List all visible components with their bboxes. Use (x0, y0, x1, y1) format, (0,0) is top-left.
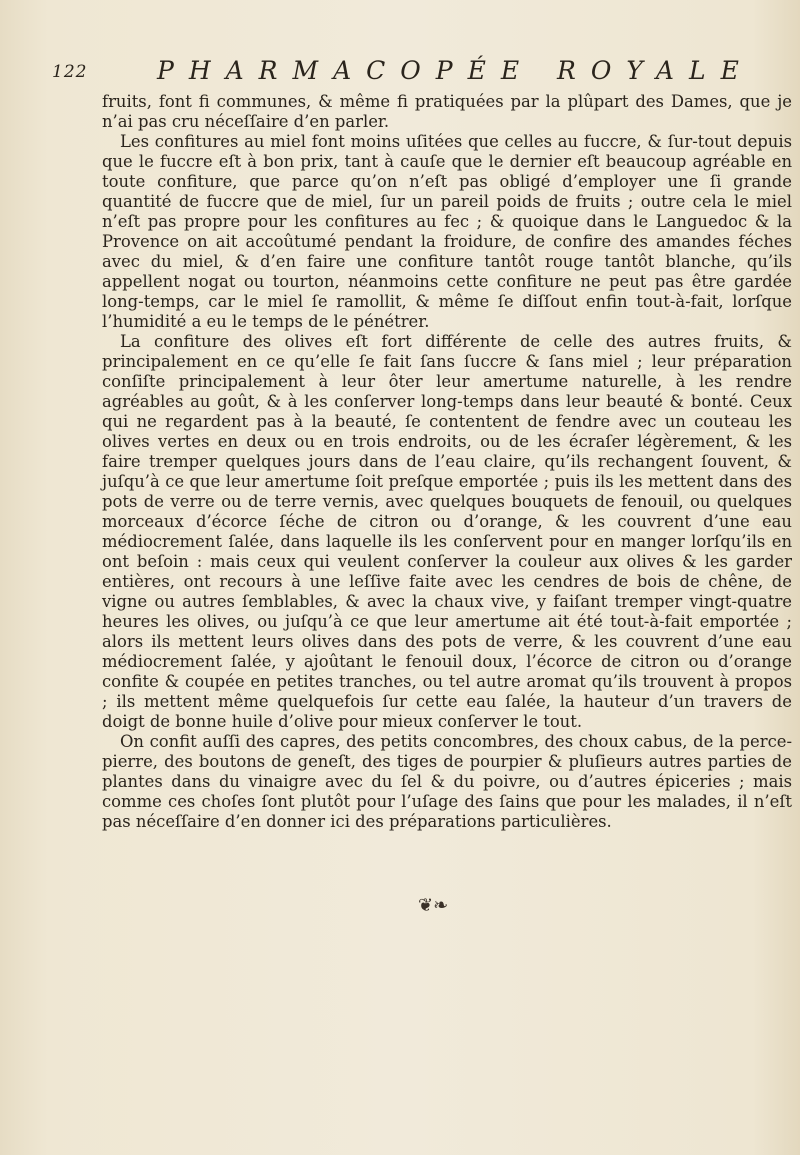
running-title: PHARMACOPÉE ROYALE (157, 56, 754, 85)
ornament-icon: ❦❧ (418, 895, 449, 916)
paragraph-1: fruits, font fi communes, & même fi pratiquées par la plûpart des Dames, que je n’ai pas cru néceſſaire d’en parler. (102, 92, 792, 131)
page-number: 122 (52, 62, 88, 82)
page-header (52, 56, 772, 86)
paragraph-4: On confit auſſi des capres, des petits concombres, des choux cabus, de la perce-pierre, des boutons de geneſt, des tiges de pourpier & pluſieurs autres parties de plantes dans du vinaigre avec du ſel & du poivre, ou d’autres épiceries ; mais comme ces choſes ſont plutôt pour l’uſage des ſains que pour les malades, il n’eſt pas néceſſaire d’en donner ici des préparations particulières. (102, 732, 792, 831)
body-text (102, 92, 792, 832)
paragraph-3: La confiture des olives eſt fort différente de celle des autres fruits, & principalement en ce qu’elle ſe fait ſans ſuccre & ſans miel ; leur préparation conſiſte principalement à leur ôter leur amertume naturelle, à les rendre agréables au goût, & à les conſerver long-temps dans leur beauté & bonté. Ceux qui ne regardent pas à la beauté, ſe contentent de fendre avec un couteau les olives vertes en deux ou en trois endroits, ou de les écraſer légèrement, & les faire tremper quelques jours dans de l’eau claire, qu’ils rechangent ſouvent, & juſqu’à ce que leur amertume ſoit preſque emportée ; puis ils les mettent dans des pots de verre ou de terre vernis, avec quelques bouquets de fenouil, ou quelques morceaux d’écorce ſéche de citron ou d’orange, & les couvrent d’une eau médiocrement ſalée, dans laquelle ils les conſervent pour en manger lorſqu’ils en ont beſoin : mais ceux qui veulent conſerver la couleur aux olives & les garder entières, ont recours à une leſſive faite avec les cendres de bois de chêne, de vigne ou autres ſemblables, & avec la chaux vive, y faiſant tremper vingt-quatre heures les olives, ou juſqu’à ce que leur amertume ait été tout-à-fait emportée ; alors ils mettent leurs olives dans des pots de verre, & les couvrent d’une eau médiocrement ſalée, y ajoûtant le fenouil doux, l’écorce de citron ou d’orange confite & coupée en petites tranches, ou tel autre aromat qu’ils trouvent à propos ; ils mettent même quelquefois ſur cette eau ſalée, la hauteur d’un travers de doigt de bonne huile d’olive pour mieux conſerver le tout. (102, 332, 792, 731)
paragraph-2: Les confitures au miel font moins uſitées que celles au fuccre, & ſur-tout depuis que le fuccre eſt à bon prix, tant à cauſe que le dernier eſt beaucoup agréable en toute confiture, que parce qu’on n’eſt pas obligé d’employer une ſi grande quantité de fuccre que de miel, ſur un pareil poids de fruits ; outre cela le miel n’eſt pas propre pour les confitures au fec ; & quoique dans le Languedoc & la Provence on ait accoûtumé pendant la froidure, de confire des amandes féches avec du miel, & d’en faire une confiture tantôt rouge tantôt blanche, qu’ils appellent nogat ou tourton, néanmoins cette confiture ne peut pas être gardée long-temps, car le miel ſe ramollit, & même ſe diſſout enfin tout-à-fait, lorſque l’humidité a eu le temps de le pénétrer. (102, 132, 792, 331)
